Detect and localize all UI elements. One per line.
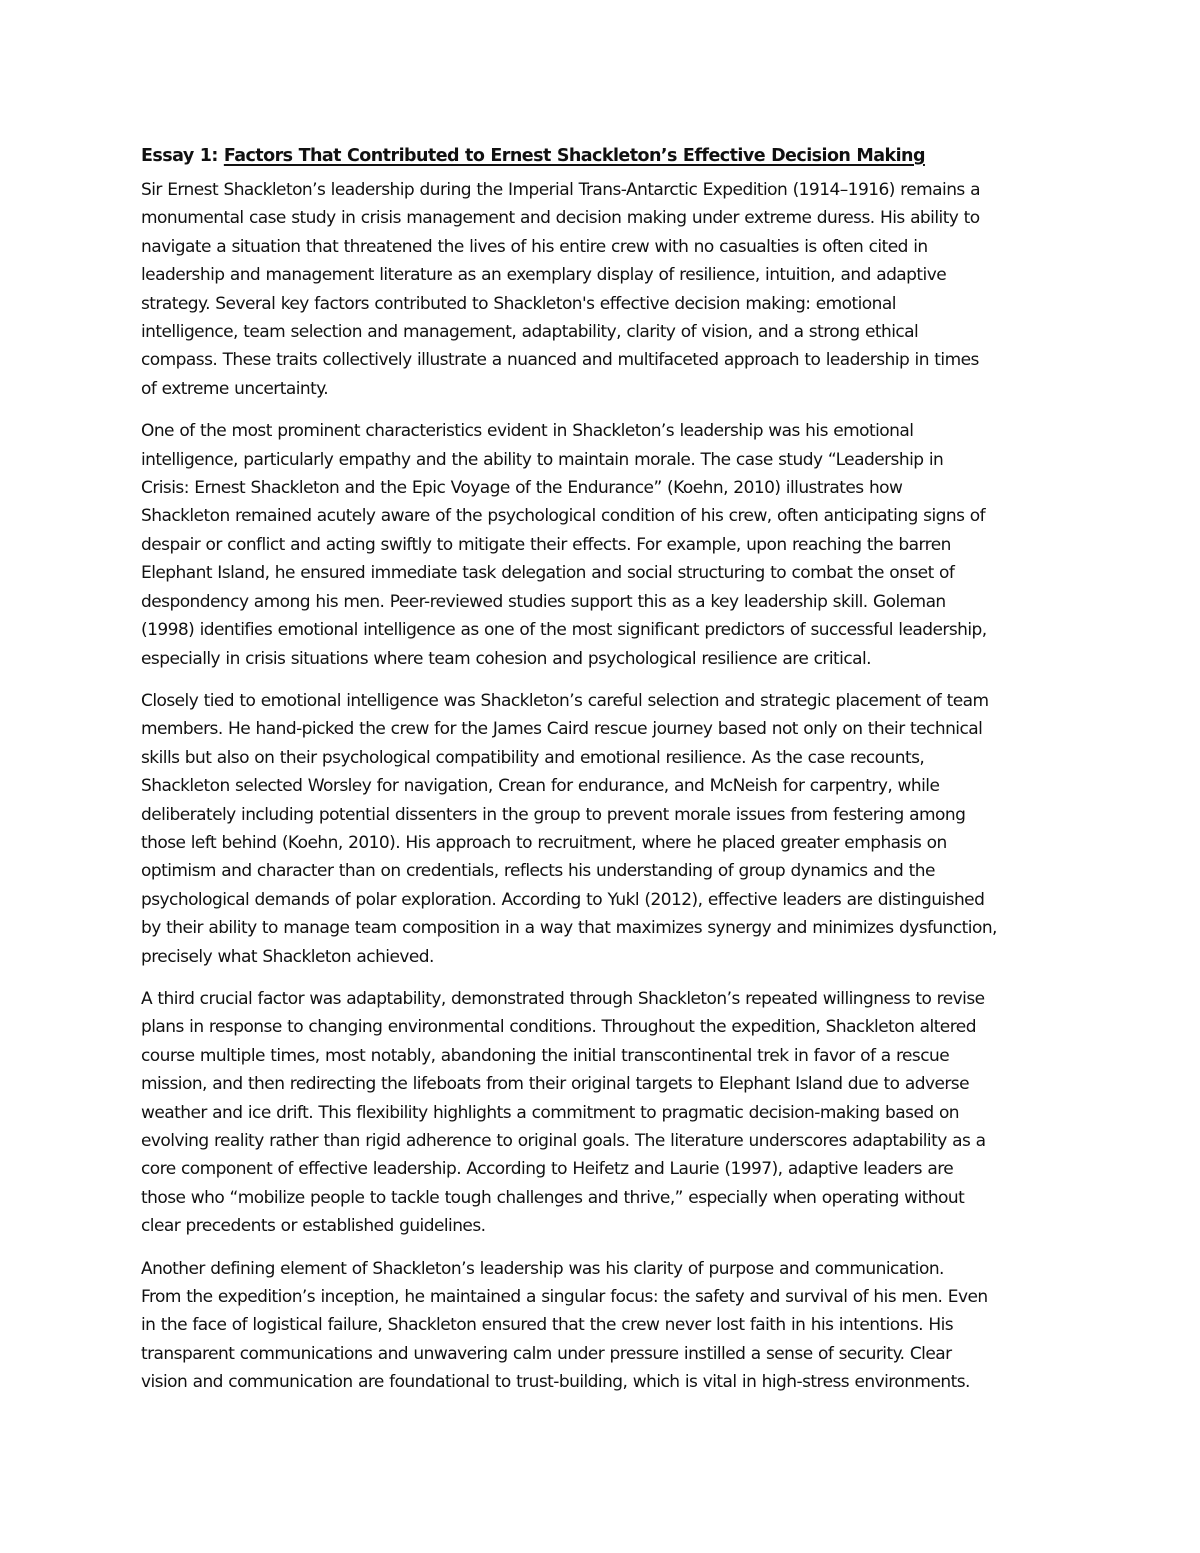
paragraph-4	[141, 985, 1059, 1241]
paragraph-line: (1998) identifies emotional intelligence as one of the most significant predictors of successful leadership,	[141, 620, 987, 641]
paragraph-line: despondency among his men. Peer-reviewed studies support this as a key leadership skill. Goleman	[141, 591, 946, 612]
paragraph-line: members. He hand-picked the crew for the James Caird rescue journey based not only on their technical	[141, 719, 983, 740]
paragraph-line: navigate a situation that threatened the lives of his entire crew with no casualties is often cited in	[141, 236, 928, 257]
paragraph-line: psychological demands of polar exploration. According to Yukl (2012), effective leaders are distinguished	[141, 889, 985, 910]
paragraph-line: A third crucial factor was adaptability, demonstrated through Shackleton’s repeated willingness to revise	[141, 988, 985, 1009]
paragraph-line: mission, and then redirecting the lifeboats from their original targets to Elephant Island due to adverse	[141, 1074, 970, 1095]
paragraph-line: transparent communications and unwavering calm under pressure instilled a sense of security. Clear	[141, 1343, 952, 1364]
paragraph-5	[141, 1255, 1059, 1397]
paragraph-line: intelligence, team selection and management, adaptability, clarity of vision, and a strong ethical	[141, 322, 919, 343]
paragraph-3	[141, 687, 1059, 971]
paragraph-line: skills but also on their psychological compatibility and emotional resilience. As the case recounts,	[141, 747, 925, 768]
paragraph-line: those left behind (Koehn, 2010). His approach to recruitment, where he placed greater emphasis on	[141, 832, 947, 853]
paragraph-line: Another defining element of Shackleton’s leadership was his clarity of purpose and communication.	[141, 1258, 944, 1279]
paragraph-line: leadership and management literature as an exemplary display of resilience, intuition, and adaptive	[141, 265, 947, 286]
essay-title-prefix: Essay 1:	[141, 146, 218, 166]
paragraph-line: those who “mobilize people to tackle tough challenges and thrive,” especially when operating without	[141, 1187, 965, 1208]
paragraph-line: Shackleton selected Worsley for navigation, Crean for endurance, and McNeish for carpentry, while	[141, 776, 940, 797]
paragraph-line: in the face of logistical failure, Shackleton ensured that the crew never lost faith in his intentions. His	[141, 1315, 954, 1336]
paragraph-line: by their ability to manage team composition in a way that maximizes synergy and minimizes dysfunction,	[141, 918, 997, 939]
paragraph-list	[141, 176, 1059, 1397]
paragraph-line: One of the most prominent characteristics evident in Shackleton’s leadership was his emotional	[141, 421, 914, 442]
paragraph-2	[141, 417, 1059, 673]
paragraph-line: weather and ice drift. This flexibility highlights a commitment to pragmatic decision-making based on	[141, 1102, 960, 1123]
paragraph-line: From the expedition’s inception, he maintained a singular focus: the safety and survival of his men. Even	[141, 1287, 988, 1308]
paragraph-line: intelligence, particularly empathy and the ability to maintain morale. The case study “Leadership in	[141, 449, 944, 470]
paragraph-line: clear precedents or established guidelines.	[141, 1216, 486, 1237]
paragraph-line: vision and communication are foundational to trust-building, which is vital in high-stress environments.	[141, 1372, 970, 1393]
paragraph-line: Shackleton remained acutely aware of the psychological condition of his crew, often anticipating signs of	[141, 506, 986, 527]
paragraph-line: strategy. Several key factors contributed to Shackleton's effective decision making: emotional	[141, 293, 896, 314]
paragraph-line: plans in response to changing environmental conditions. Throughout the expedition, Shackleton altered	[141, 1017, 976, 1038]
essay-title-main: Factors That Contributed to Ernest Shackleton’s Effective Decision Making	[223, 146, 925, 166]
paragraph-line: compass. These traits collectively illustrate a nuanced and multifaceted approach to leadership in times	[141, 350, 979, 371]
paragraph-line: core component of effective leadership. According to Heifetz and Laurie (1997), adaptive leaders are	[141, 1159, 954, 1180]
paragraph-line: Crisis: Ernest Shackleton and the Epic Voyage of the Endurance” (Koehn, 2010) illustrates how	[141, 478, 903, 499]
paragraph-1	[141, 176, 1059, 403]
paragraph-line: precisely what Shackleton achieved.	[141, 946, 434, 967]
paragraph-line: Closely tied to emotional intelligence was Shackleton’s careful selection and strategic placement of team	[141, 690, 989, 711]
paragraph-line: despair or conflict and acting swiftly to mitigate their effects. For example, upon reaching the barren	[141, 534, 951, 555]
paragraph-line: Elephant Island, he ensured immediate task delegation and social structuring to combat the onset of	[141, 563, 955, 584]
paragraph-line: Sir Ernest Shackleton’s leadership during the Imperial Trans-Antarctic Expedition (1914–1916) remains a	[141, 180, 980, 200]
paragraph-line: evolving reality rather than rigid adherence to original goals. The literature underscores adaptability as a	[141, 1131, 986, 1151]
paragraph-line: course multiple times, most notably, abandoning the initial transcontinental trek in favor of a rescue	[141, 1045, 950, 1066]
paragraph-line: optimism and character than on credentials, reflects his understanding of group dynamics and the	[141, 861, 935, 882]
paragraph-line: deliberately including potential dissenters in the group to prevent morale issues from festering among	[141, 804, 966, 825]
paragraph-line: especially in crisis situations where team cohesion and psychological resilience are critical.	[141, 648, 872, 669]
essay-title	[141, 141, 1059, 171]
essay-body	[141, 141, 1059, 1411]
paragraph-line: monumental case study in crisis management and decision making under extreme duress. His ability to	[141, 208, 980, 229]
paragraph-line: of extreme uncertainty.	[141, 378, 329, 399]
